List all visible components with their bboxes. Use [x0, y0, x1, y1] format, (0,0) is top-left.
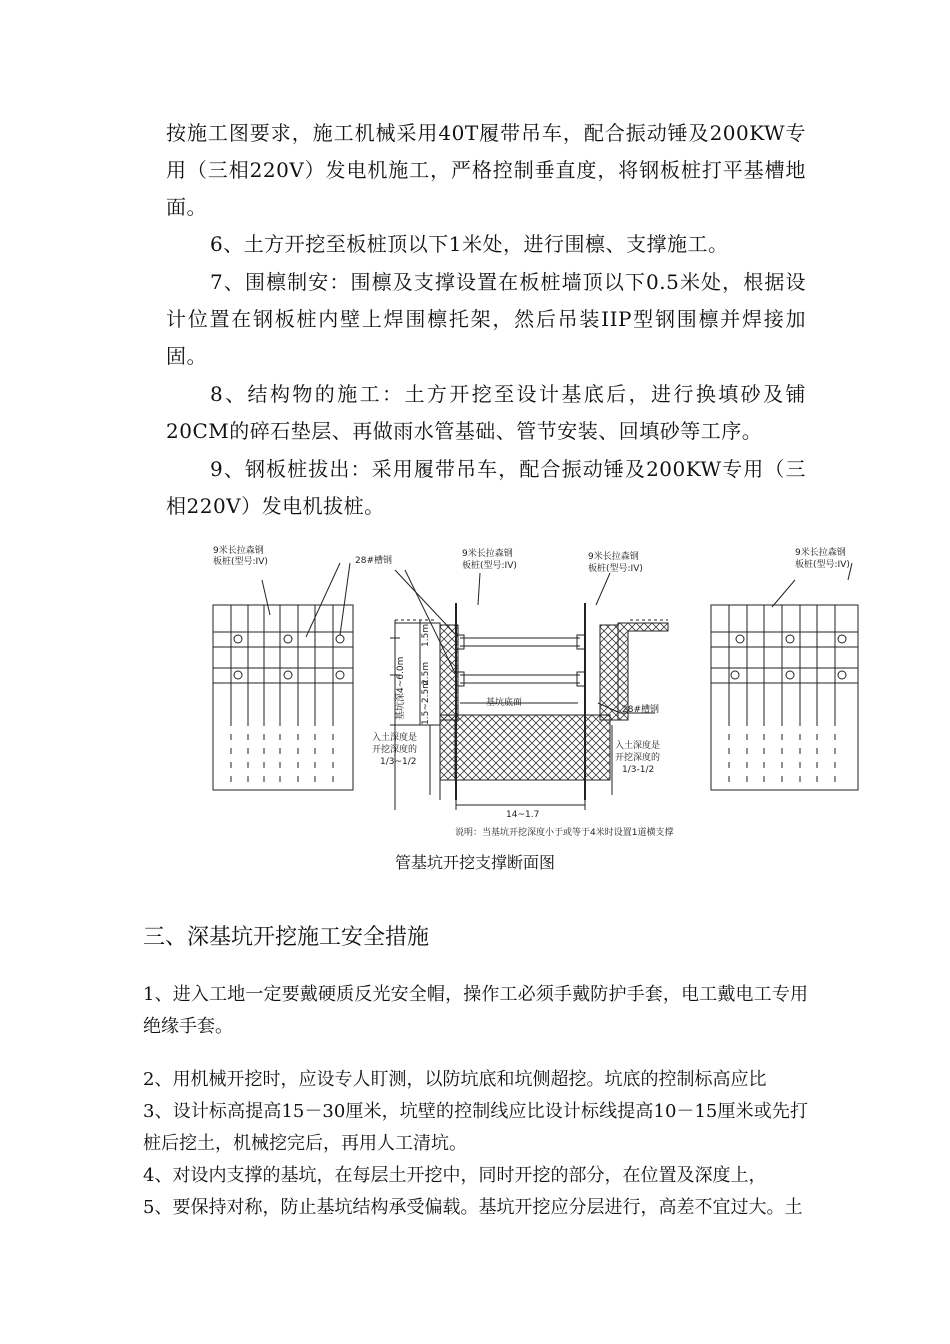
pile-label-right-1: 9米长拉森钢 — [795, 548, 846, 558]
safety-item-5: 5、要保持对称，防止基坑结构承受偏载。基坑开挖应分层进行，高差不宜过大。土 — [143, 1197, 803, 1218]
width-label: 14~1.7 — [506, 810, 540, 820]
paragraph-1: 按施工图要求，施工机械采用40T履带吊车，配合振动锤及200KW专用（三相220V）发电机施工，严格控制垂直度，将钢板桩打平基槽地面。 — [166, 121, 806, 219]
depth-label: 基坑深4~6.0m — [396, 656, 406, 720]
embed-depth-right-3: 1/3-1/2 — [622, 765, 655, 775]
paragraph-8: 8、结构物的施工：土方开挖至设计基底后，进行换填砂及铺20CM的碎石垫层、再做雨水管基础、管节安装、回填砂等工序。 — [166, 382, 806, 443]
paragraph-7: 7、围檩制安：围檩及支撑设置在板桩墙顶以下0.5米处，根据设计位置在钢板桩内壁上焊围檩托架，然后吊装IIP型钢围檩并焊接加固。 — [166, 270, 806, 368]
embed-depth-left-2: 开挖深度的 — [372, 745, 418, 755]
pile-label-center-left-1: 9米长拉森钢 — [462, 549, 513, 559]
depth-15m-label: 1.5m — [421, 623, 431, 647]
pile-label-left-2: 板桩(型号:IV) — [213, 557, 268, 567]
embed-depth-left-3: 1/3~1/2 — [380, 757, 417, 767]
pile-label-left-1: 9米长拉森钢 — [213, 546, 264, 556]
pit-bottom-label: 基坑底面 — [486, 698, 523, 708]
channel-label-top: 28#槽钢 — [355, 556, 392, 566]
paragraph-6: 6、土方开挖至板桩顶以下1米处，进行围檩、支撑施工。 — [210, 232, 729, 256]
pile-label-center-right-2: 板桩(型号:IV) — [588, 564, 643, 574]
safety-item-2: 2、用机械开挖时，应设专人盯测，以防坑底和坑侧超挖。坑底的控制标高应比 — [143, 1069, 767, 1090]
embed-depth-left-1: 入土深度是 — [372, 733, 418, 743]
figure-caption: 管基坑开挖支撑断面图 — [394, 853, 555, 872]
pile-label-right-2: 板桩(型号:IV) — [795, 560, 850, 570]
depth-15-25m-label: 1.5~2.5m — [421, 680, 431, 725]
safety-item-3: 3、设计标高提高15－30厘米，坑壁的控制线应比设计标线提高10－15厘米或先打桩后挖土，机械挖完后，再用人工清坑。 — [143, 1101, 808, 1154]
pile-label-center-right-1: 9米长拉森钢 — [588, 552, 639, 562]
depth-25m-label: 2.5m — [421, 661, 431, 685]
right-pile-elevation — [711, 563, 858, 790]
excavation-support-diagram — [0, 535, 950, 855]
embed-depth-right-1: 入土深度是 — [615, 741, 661, 751]
section-title: 三、深基坑开挖施工安全措施 — [143, 925, 430, 950]
diagram-note: 说明：当基坑开挖深度小于或等于4米时设置1道横支撑 — [455, 828, 674, 838]
channel-label-side: 28#槽钢 — [622, 705, 659, 715]
safety-item-4: 4、对设内支撑的基坑，在每层土开挖中，同时开挖的部分，在位置及深度上， — [143, 1165, 767, 1186]
embed-depth-right-2: 开挖深度的 — [615, 753, 661, 763]
paragraph-9: 9、钢板桩拔出：采用履带吊车，配合振动锤及200KW专用（三相220V）发电机拔桩。 — [166, 457, 806, 518]
left-pile-elevation — [213, 563, 353, 790]
safety-item-1: 1、进入工地一定要戴硬质反光安全帽，操作工必须手戴防护手套，电工戴电工专用绝缘手套。 — [143, 984, 808, 1037]
pile-label-center-left-2: 板桩(型号:IV) — [462, 561, 517, 571]
